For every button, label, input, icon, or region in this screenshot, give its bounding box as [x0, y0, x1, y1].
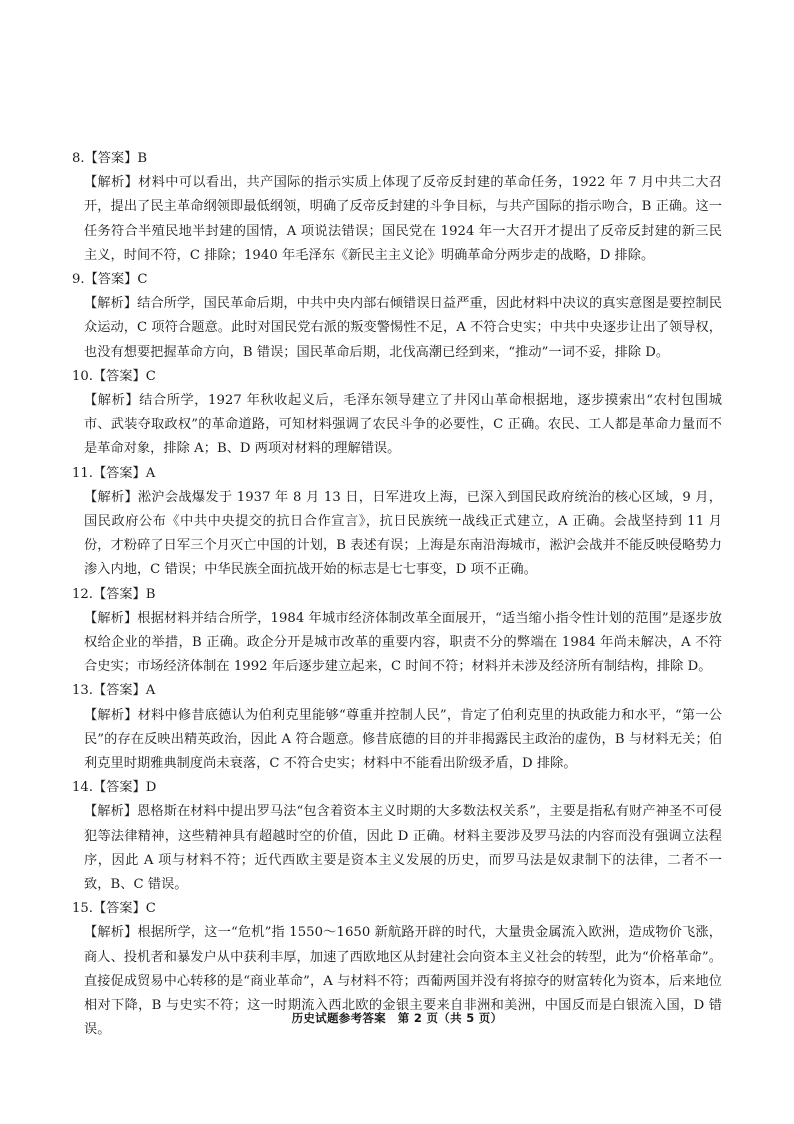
- question-9: [72, 268, 722, 365]
- answer-label: 11.【答案】A: [72, 465, 156, 481]
- answer-label: 9.【答案】C: [72, 272, 148, 287]
- analysis-text: 【解析】材料中可以看出，共产国际的指示实质上体现了反帝反封建的革命任务，1922 年 7 月中共二大召开，提出了民主革命纲领即最低纲领，明确了反帝反封建的斗争目标，与共产国际的指示吻合，B 正确。这一任务符合半殖民地半封建的国情，A 项说法错误；国民党在 1924 年一大召开才提出了反帝反封建的新三民主义，时间不符，C 排除；1940 年毛泽东《新民主主义论》明确革命分两步走的战略，D 排除。: [84, 175, 722, 263]
- analysis-text: 【解析】淞沪会战爆发于 1937 年 8 月 13 日，日军进攻上海，已深入到国民政府统治的核心区域，9 月，国民政府公布《中共中央提交的抗日合作宣言》，抗日民族统一战线正式建立，A 正确。会战坚持到 11 月份，才粉碎了日军三个月灭亡中国的计划，B 表述有误；上海是东南沿海城市，淞沪会战并不能反映侵略势力渗入内地，C 错误；中华民族全面抗战开始的标志是七七事变，D 项不正确。: [84, 489, 722, 578]
- answer-label: 13.【答案】A: [72, 683, 156, 699]
- question-10: [72, 365, 722, 462]
- answer-label: 10.【答案】C: [72, 368, 156, 384]
- answer-label: 8.【答案】B: [72, 151, 148, 166]
- analysis-text: 【解析】结合所学，1927 年秋收起义后，毛泽东领导建立了井冈山革命根据地，逐步摸索出“农村包围城市、武装夺取政权”的革命道路，可知材料强调了农民斗争的必要性，C 正确。农民、工人都是革命力量而不是革命对象，排除 A；B、D 两项对材料的理解错误。: [84, 392, 722, 457]
- question-12: [72, 583, 722, 680]
- analysis-text: 【解析】恩格斯在材料中提出罗马法“包含着资本主义时期的大多数法权关系”，主要是指私有财产神圣不可侵犯等法律精神，这些精神具有超越时空的价值，因此 D 正确。材料主要涉及罗马法的内容而没有强调立法程序，因此 A 项与材料不符；近代西欧主要是资本主义发展的历史，而罗马法是奴隶制下的法律，二者不一致，B、C 错误。: [84, 804, 722, 892]
- answer-label: 14.【答案】D: [72, 780, 157, 796]
- page-footer: 历史试题参考答案 第 2 页（共 5 页）: [291, 1011, 503, 1025]
- question-11: [72, 462, 722, 583]
- analysis-text: 【解析】根据所学，这一“危机”指 1550～1650 新航路开辟的时代，大量贵金属流入欧洲，造成物价飞涨，商人、投机者和暴发户从中获利丰厚，加速了西欧地区从封建社会向资本主义社会的转型，此为“价格革命”。直接促成贸易中心转移的是“商业革命”，A 与材料不符；西葡两国并没有将掠夺的财富转化为资本，后来地位相对下降，B 与史实不符；这一时期流入西北欧的金银主要来自非洲和美洲，中国反而是白银流入国，D 错误。: [84, 925, 722, 1038]
- question-13: [72, 679, 722, 776]
- analysis-text: 【解析】结合所学，国民革命后期，中共中央内部右倾错误日益严重，因此材料中决议的真实意图是要控制民众运动，C 项符合题意。此时对国民党右派的叛变警惕性不足，A 不符合史实；中共中央逐步让出了领导权，也没有想要把握革命方向，B 错误；国民革命后期，北伐高潮已经到来，“推动”一词不妥，排除 D。: [84, 296, 722, 360]
- answer-label: 15.【答案】C: [72, 901, 156, 917]
- answer-label: 12.【答案】B: [72, 586, 156, 602]
- question-14: [72, 776, 722, 897]
- question-8: [72, 147, 722, 268]
- analysis-text: 【解析】材料中修昔底德认为伯利克里能够“尊重并控制人民”，肯定了伯利克里的执政能力和水平，“第一公民”的存在反映出精英政治，因此 A 符合题意。修昔底德的目的并非揭露民主政治的虚伪，B 与材料无关；伯利克里时期雅典制度尚未衰落，C 不符合史实；材料中不能看出阶级矛盾，D 排除。: [84, 707, 722, 771]
- analysis-text: 【解析】根据材料并结合所学，1984 年城市经济体制改革全面展开，“适当缩小指令性计划的范围”是逐步放权给企业的举措，B 正确。政企分开是城市改革的重要内容，职责不分的弊端在 1984 年尚未解决，A 不符合史实；市场经济体制在 1992 年后逐步建立起来，C 时间不符；材料并未涉及经济所有制结构，排除 D。: [84, 610, 722, 675]
- answer-list: [72, 147, 722, 1042]
